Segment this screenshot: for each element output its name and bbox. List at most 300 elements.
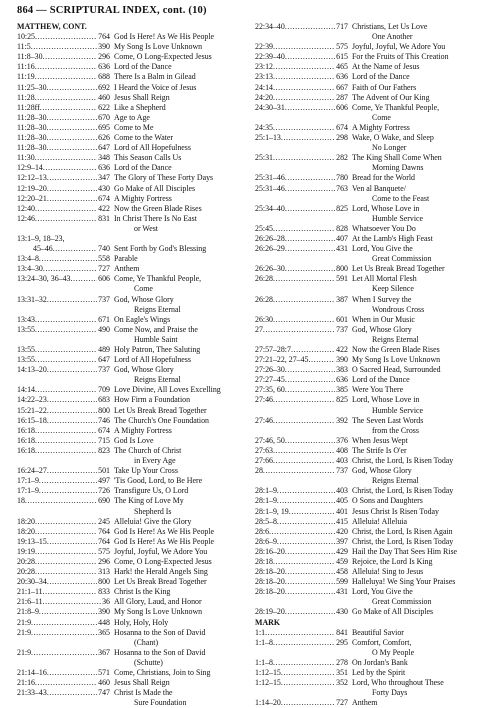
scripture-ref-text: 28:18–20 bbox=[255, 587, 285, 597]
hymn-title bbox=[110, 173, 238, 183]
hymn-number: 430 bbox=[98, 183, 110, 193]
dot-leader bbox=[35, 315, 97, 325]
hymn-title bbox=[348, 22, 476, 42]
hymn-title-line: Come bbox=[134, 284, 153, 294]
hymn-number: 430 bbox=[336, 607, 348, 617]
index-entry bbox=[255, 103, 476, 123]
index-entry bbox=[255, 234, 476, 244]
hymn-number: 558 bbox=[98, 254, 110, 264]
scripture-ref bbox=[17, 264, 110, 274]
hymn-title bbox=[110, 678, 238, 688]
hymn-title-line: Go Make of All Disciples bbox=[114, 183, 196, 193]
hymn-number: 458 bbox=[336, 567, 348, 577]
hymn-title-line: Come, Christians, Join to Sing bbox=[114, 668, 211, 677]
dot-leader bbox=[53, 244, 97, 254]
hymn-title bbox=[348, 557, 476, 567]
scripture-ref-text: 25:31 bbox=[255, 153, 273, 163]
scripture-ref-text: 15:21–22 bbox=[17, 405, 47, 415]
index-entry bbox=[17, 295, 238, 315]
scripture-ref bbox=[17, 143, 110, 153]
hymn-title-line: Wake, O Wake, and Sleep bbox=[352, 133, 434, 143]
scripture-ref bbox=[255, 678, 348, 698]
index-entry bbox=[17, 204, 238, 214]
dot-leader bbox=[273, 658, 335, 668]
index-entry bbox=[255, 496, 476, 506]
hymn-title bbox=[110, 72, 238, 82]
index-entry bbox=[255, 678, 476, 698]
scripture-ref bbox=[17, 436, 110, 446]
index-entry bbox=[255, 436, 476, 446]
scripture-ref-text: 21:9 bbox=[17, 627, 32, 637]
index-entry bbox=[17, 143, 238, 153]
hymn-number: 647 bbox=[98, 143, 110, 153]
hymn-number: 296 bbox=[98, 52, 110, 62]
dot-leader bbox=[35, 446, 97, 466]
hymn-title bbox=[348, 628, 476, 638]
hymn-title bbox=[110, 113, 238, 123]
dot-leader bbox=[285, 385, 335, 395]
hymn-title bbox=[110, 325, 238, 345]
hymn-title bbox=[348, 547, 476, 557]
hymn-title bbox=[348, 638, 476, 658]
index-entry bbox=[17, 517, 238, 527]
scripture-ref-text: 21:33–43 bbox=[17, 688, 47, 698]
scripture-ref bbox=[17, 93, 110, 103]
dot-leader bbox=[285, 587, 335, 607]
index-entry bbox=[17, 547, 238, 557]
scripture-ref-text: 11:28–30 bbox=[17, 143, 47, 153]
hymn-title bbox=[348, 93, 476, 103]
dot-leader bbox=[277, 496, 335, 506]
dot-leader bbox=[47, 184, 97, 194]
hymn-title bbox=[348, 315, 476, 325]
scripture-ref-text: 14:13–20 bbox=[17, 365, 47, 375]
scripture-ref-text: 17:1–9 bbox=[17, 476, 39, 486]
hymn-title bbox=[110, 557, 238, 567]
index-entry bbox=[17, 234, 238, 244]
hymn-number: 298 bbox=[336, 133, 348, 143]
hymn-title-line: Christ, the Lord, Is Risen Today bbox=[352, 486, 454, 496]
hymn-title-line: God Is Here! As We His People bbox=[114, 526, 215, 536]
hymn-title-line: My Song Is Love Unknown bbox=[352, 355, 441, 365]
hymn-title bbox=[110, 517, 238, 527]
hymn-title bbox=[348, 224, 476, 234]
dot-leader bbox=[35, 567, 97, 577]
scripture-ref bbox=[255, 72, 348, 82]
hymn-title bbox=[110, 466, 238, 476]
hymn-title-line: Come, Ye Thankful People, bbox=[352, 102, 440, 112]
index-entry bbox=[17, 618, 238, 628]
scripture-ref bbox=[17, 395, 110, 405]
dot-leader bbox=[47, 395, 97, 405]
scripture-ref-text: 45–46 bbox=[33, 244, 53, 254]
scripture-ref-text: 13:55 bbox=[17, 324, 35, 334]
dot-leader bbox=[285, 22, 335, 42]
scripture-ref-text: 11:28–30 bbox=[17, 112, 47, 122]
hymn-title-line: Lord, You Give the bbox=[352, 244, 413, 254]
hymn-number: 245 bbox=[98, 516, 110, 526]
hymn-number: 415 bbox=[336, 516, 348, 526]
hymn-title bbox=[348, 668, 476, 678]
hymn-title bbox=[348, 517, 476, 527]
scripture-ref-text: 18 bbox=[17, 496, 25, 506]
index-entry bbox=[17, 32, 238, 42]
scripture-ref-text: 14:22–23 bbox=[17, 395, 47, 405]
hymn-title bbox=[348, 507, 476, 517]
hymn-title bbox=[110, 133, 238, 143]
hymn-number: 636 bbox=[98, 163, 110, 173]
index-entry bbox=[17, 254, 238, 264]
hymn-title-line: Hail the Day That Sees Him Rise bbox=[352, 546, 458, 556]
hymn-number: 490 bbox=[98, 324, 110, 334]
hymn-number: 296 bbox=[98, 556, 110, 566]
scripture-ref bbox=[17, 365, 110, 385]
hymn-title bbox=[348, 173, 476, 183]
hymn-title-line: Come, O Long-Expected Jesus bbox=[114, 52, 212, 62]
hymn-title bbox=[110, 476, 238, 486]
hymn-title bbox=[110, 163, 238, 173]
index-entry bbox=[17, 345, 238, 355]
hymn-title bbox=[348, 52, 476, 62]
hymn-number: 408 bbox=[336, 445, 348, 455]
scripture-ref bbox=[255, 456, 348, 466]
dot-leader bbox=[47, 668, 97, 678]
scripture-ref bbox=[17, 72, 110, 82]
hymn-title bbox=[348, 244, 476, 264]
dot-leader bbox=[35, 355, 97, 365]
hymn-title bbox=[348, 274, 476, 294]
dot-leader bbox=[35, 325, 97, 345]
index-entry bbox=[17, 607, 238, 617]
hymn-title bbox=[110, 688, 238, 708]
hymn-title bbox=[348, 264, 476, 274]
index-entry bbox=[255, 638, 476, 658]
dot-leader bbox=[277, 537, 335, 547]
hymn-title bbox=[348, 456, 476, 466]
hymn-title-line: Let Us Break Bread Together bbox=[114, 577, 207, 587]
hymn-title-line: Lord of All Hopefulness bbox=[114, 143, 191, 153]
scripture-ref-text: 28:5–8 bbox=[255, 516, 277, 526]
scripture-ref bbox=[255, 52, 348, 62]
hymn-number: 403 bbox=[336, 456, 348, 466]
hymn-title-line: from the Cross bbox=[372, 425, 419, 435]
index-entry bbox=[17, 113, 238, 123]
hymn-title-line: or West bbox=[134, 223, 158, 233]
scripture-ref-text: 1:12–15 bbox=[255, 668, 281, 677]
index-entry bbox=[17, 194, 238, 204]
dot-leader bbox=[31, 42, 97, 52]
hymn-title-line: 'Tis Good, Lord, to Be Here bbox=[114, 476, 203, 486]
hymn-title bbox=[348, 527, 476, 537]
scripture-ref bbox=[17, 426, 110, 436]
hymn-title-line: At the Lamb's High Feast bbox=[352, 233, 433, 243]
scripture-ref bbox=[17, 486, 110, 496]
hymn-title-line: Take Up Your Cross bbox=[114, 466, 178, 476]
hymn-title-line: A Mighty Fortress bbox=[114, 193, 172, 203]
scripture-ref-text: 27:26–30 bbox=[255, 365, 285, 375]
hymn-number: 599 bbox=[336, 577, 348, 587]
hymn-title bbox=[110, 527, 238, 537]
hymn-number: 571 bbox=[98, 668, 110, 677]
hymn-title-line: in Every Age bbox=[134, 456, 176, 466]
book-heading: MARK bbox=[255, 617, 280, 627]
dot-leader bbox=[273, 72, 335, 82]
scripture-ref bbox=[255, 628, 348, 638]
hymn-title-line: God, Whose Glory bbox=[352, 466, 412, 476]
hymn-title bbox=[348, 295, 476, 315]
scripture-ref-text: 27:21–22, 27–45 bbox=[255, 355, 309, 365]
hymn-title-line: No Longer bbox=[372, 143, 407, 153]
hymn-title bbox=[110, 496, 238, 516]
scripture-ref-text: 1:1 bbox=[255, 627, 266, 637]
hymn-number: 591 bbox=[336, 274, 348, 284]
scripture-ref-text: 11:19 bbox=[17, 72, 35, 82]
index-entry bbox=[255, 486, 476, 496]
scripture-ref-text: 16:18 bbox=[17, 425, 35, 435]
dot-leader bbox=[35, 93, 97, 103]
dot-leader bbox=[39, 476, 97, 486]
hymn-title bbox=[110, 234, 238, 244]
hymn-title-line: Sent Forth by God's Blessing bbox=[114, 244, 207, 254]
hymn-title-line: Great Commission bbox=[372, 254, 432, 264]
hymn-number: 497 bbox=[98, 476, 110, 486]
hymn-number: 465 bbox=[336, 62, 348, 72]
dot-leader bbox=[273, 42, 335, 52]
index-entry bbox=[17, 264, 238, 274]
hymn-title-line: A Mighty Fortress bbox=[352, 122, 410, 132]
scripture-ref-text: 13:4–8 bbox=[17, 254, 39, 264]
scripture-ref bbox=[255, 103, 348, 123]
index-entry bbox=[17, 52, 238, 62]
hymn-number: 403 bbox=[336, 486, 348, 496]
hymn-title-line: Christ, the Lord, Is Risen Again bbox=[352, 526, 453, 536]
hymn-title-line: When I Survey the bbox=[352, 294, 412, 304]
index-entry bbox=[17, 123, 238, 133]
hymn-number: 392 bbox=[336, 415, 348, 425]
dot-leader bbox=[47, 173, 97, 183]
hymn-number: 833 bbox=[98, 587, 110, 597]
scripture-ref bbox=[17, 103, 110, 113]
hymn-number: 390 bbox=[98, 607, 110, 617]
hymn-title bbox=[110, 648, 238, 668]
dot-leader bbox=[47, 113, 98, 123]
hymn-title-line: Lord of the Dance bbox=[352, 375, 410, 385]
index-entry bbox=[255, 375, 476, 385]
hymn-title-line: Bread for the World bbox=[352, 173, 415, 183]
hymn-title-line: Forty Days bbox=[372, 688, 408, 698]
hymn-number: 405 bbox=[336, 496, 348, 506]
dot-leader bbox=[31, 628, 97, 648]
scripture-ref bbox=[255, 184, 348, 204]
scripture-ref bbox=[255, 658, 348, 668]
dot-leader bbox=[47, 416, 97, 426]
index-entry bbox=[17, 42, 238, 52]
hymn-number: 674 bbox=[98, 425, 110, 435]
index-entry bbox=[17, 678, 238, 688]
scripture-ref bbox=[17, 678, 110, 688]
hymn-number: 615 bbox=[336, 52, 348, 62]
scripture-ref-text: 28:18–20 bbox=[255, 577, 285, 587]
scripture-ref-text: 28:6 bbox=[255, 526, 270, 536]
scripture-ref-text: 28:6–9 bbox=[255, 536, 277, 546]
index-entry bbox=[17, 446, 238, 466]
hymn-number: 636 bbox=[336, 72, 348, 82]
dot-leader bbox=[47, 537, 97, 547]
scripture-ref-text: 28:16–20 bbox=[255, 546, 285, 556]
hymn-title-line: When in Our Music bbox=[352, 314, 415, 324]
hymn-title-line: Christ, the Lord, Is Risen Today bbox=[352, 456, 454, 466]
hymn-title bbox=[110, 416, 238, 426]
hymn-title bbox=[348, 607, 476, 617]
hymn-title-line: God Is Here! As We His People bbox=[114, 536, 215, 546]
index-entry bbox=[255, 527, 476, 537]
dot-leader bbox=[35, 385, 97, 395]
scripture-ref-text: 27:46, 50 bbox=[255, 435, 285, 445]
hymn-number: 715 bbox=[98, 435, 110, 445]
hymn-title-line: Anthem bbox=[352, 698, 378, 708]
index-entry bbox=[255, 355, 476, 365]
hymn-title bbox=[110, 204, 238, 214]
hymn-title bbox=[110, 446, 238, 466]
index-entry bbox=[255, 173, 476, 183]
index-entry bbox=[17, 173, 238, 183]
hymn-title-line: Alleluia! Give the Glory bbox=[114, 516, 192, 526]
hymn-title-line: Humble Saint bbox=[134, 334, 178, 344]
scripture-ref bbox=[17, 83, 110, 93]
hymn-title-line: The King of Love My bbox=[114, 496, 184, 506]
dot-leader bbox=[43, 587, 98, 597]
hymn-title bbox=[348, 123, 476, 133]
hymn-title-line: My Song Is Love Unknown bbox=[114, 607, 203, 617]
hymn-number: 383 bbox=[336, 365, 348, 375]
hymn-number: 460 bbox=[98, 92, 110, 102]
hymn-title bbox=[348, 658, 476, 668]
hymn-title-line: The Glory of These Forty Days bbox=[114, 173, 214, 183]
scripture-ref bbox=[255, 668, 348, 678]
dot-leader bbox=[47, 466, 97, 476]
hymn-number: 606 bbox=[98, 274, 110, 284]
scripture-ref bbox=[17, 62, 110, 72]
index-entry bbox=[17, 153, 238, 163]
hymn-title-line: Love Divine, All Loves Excelling bbox=[114, 385, 221, 395]
hymn-title bbox=[348, 395, 476, 415]
dot-leader bbox=[285, 244, 335, 264]
hymn-title-line: Rejoice, the Lord Is King bbox=[352, 556, 433, 566]
dot-leader bbox=[35, 72, 97, 82]
hymn-title bbox=[110, 83, 238, 93]
scripture-ref bbox=[17, 628, 110, 648]
index-entry bbox=[255, 557, 476, 567]
scripture-ref bbox=[255, 204, 348, 224]
hymn-number: 376 bbox=[336, 435, 348, 445]
hymn-title-line: Hosanna to the Son of David bbox=[114, 627, 206, 637]
hymn-number: 674 bbox=[98, 193, 110, 203]
scripture-ref bbox=[255, 496, 348, 506]
scripture-ref bbox=[17, 52, 110, 62]
scripture-ref bbox=[17, 163, 110, 173]
index-entry bbox=[255, 345, 476, 355]
hymn-title-line: Reigns Eternal bbox=[134, 375, 181, 385]
scripture-ref bbox=[255, 325, 348, 345]
hymn-title bbox=[110, 315, 238, 325]
hymn-title bbox=[348, 416, 476, 436]
hymn-number: 841 bbox=[336, 627, 348, 637]
index-entry bbox=[255, 547, 476, 557]
index-entry bbox=[17, 486, 238, 496]
hymn-title bbox=[110, 123, 238, 133]
hymn-number: 348 bbox=[98, 153, 110, 163]
scripture-ref bbox=[255, 607, 348, 617]
hymn-title bbox=[110, 244, 238, 254]
dot-leader bbox=[273, 224, 335, 234]
page-header: 864 — SCRIPTURAL INDEX, cont. (10) bbox=[17, 5, 207, 16]
scripture-ref-text: 1:1–8 bbox=[255, 657, 273, 667]
scripture-ref bbox=[17, 32, 110, 42]
hymn-title-line: On Eagle's Wings bbox=[114, 314, 171, 324]
hymn-title bbox=[348, 345, 476, 355]
hymn-title bbox=[110, 385, 238, 395]
hymn-number: 831 bbox=[98, 213, 110, 223]
index-entry bbox=[255, 577, 476, 587]
scripture-ref-text: 25:45 bbox=[255, 223, 273, 233]
index-entry bbox=[17, 274, 238, 294]
hymn-title bbox=[348, 678, 476, 698]
index-entry bbox=[17, 567, 238, 577]
dot-leader bbox=[35, 426, 97, 436]
hymn-number: 683 bbox=[98, 395, 110, 405]
hymn-title bbox=[348, 577, 476, 587]
scripture-ref-text: 11:28–30 bbox=[17, 133, 47, 143]
hymn-number: 489 bbox=[98, 345, 110, 354]
hymn-number: 727 bbox=[336, 698, 348, 708]
hymn-title bbox=[110, 345, 238, 355]
index-entry bbox=[255, 72, 476, 82]
scripture-ref bbox=[255, 466, 348, 486]
hymn-title-line: The King Shall Come When bbox=[352, 153, 442, 163]
scripture-ref-text: 26:28 bbox=[255, 274, 273, 284]
hymn-title-line: My Song Is Love Unknown bbox=[114, 42, 203, 52]
scripture-ref-text: 19:19 bbox=[17, 546, 35, 556]
index-entry bbox=[255, 123, 476, 133]
hymn-title bbox=[348, 385, 476, 395]
scripture-ref bbox=[17, 527, 110, 537]
scripture-ref bbox=[17, 254, 110, 264]
dot-leader bbox=[281, 133, 335, 153]
hymn-title bbox=[110, 32, 238, 42]
index-entry bbox=[17, 648, 238, 668]
index-entry bbox=[17, 597, 238, 607]
hymn-title bbox=[110, 547, 238, 557]
dot-leader bbox=[265, 628, 335, 638]
hymn-number: 780 bbox=[336, 173, 348, 183]
hymn-title-line: Jesus Christ Is Risen Today bbox=[352, 506, 439, 516]
dot-leader bbox=[35, 557, 97, 567]
hymn-title-line: Were You There bbox=[352, 385, 404, 395]
hymn-title bbox=[348, 72, 476, 82]
scripture-ref bbox=[255, 446, 348, 456]
scripture-ref-text: 26:26–29 bbox=[255, 244, 285, 254]
hymn-number: 800 bbox=[336, 264, 348, 274]
hymn-number: 459 bbox=[336, 556, 348, 566]
hymn-title-line: Humble Service bbox=[372, 213, 424, 223]
hymn-number: 825 bbox=[336, 395, 348, 405]
hymn-title bbox=[110, 93, 238, 103]
scripture-ref-text: 26:26–30 bbox=[255, 264, 285, 274]
dot-leader bbox=[285, 375, 335, 385]
scripture-ref-text: 11:25–30 bbox=[17, 82, 47, 92]
index-entry bbox=[255, 446, 476, 456]
dot-leader bbox=[277, 517, 335, 527]
